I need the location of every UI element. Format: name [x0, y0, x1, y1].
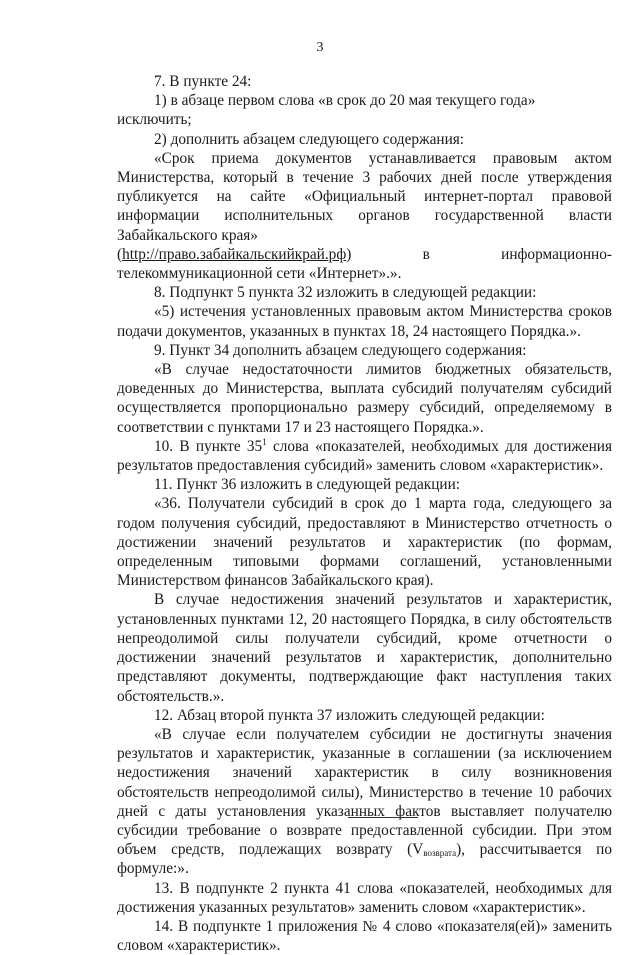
url-line [117, 245, 612, 264]
paragraph-quote-limits: «В случае недостаточности лимитов бюджетных обязательств, доведенных до Министерства, выплата субсидий получателям субсидий осуществляется пропорционально размеру субсидий, определяемому в соответствии с пунктами 17 и 23 настоящего Порядка.». [117, 361, 612, 436]
paragraph-item-10: 10. В пункте $35^1$ слова «показателей, необходимых для достижения результатов предоставления субсидий» заменить словом «характеристик». [117, 436, 612, 475]
paragraph-subitem-1: 1) в абзаце первом слова «в срок до 20 мая текущего года» исключить; [117, 92, 536, 129]
closing-rule [348, 817, 418, 818]
url-line-mid: в [422, 245, 430, 263]
subscript: возврата [423, 848, 457, 859]
paragraph-item-11: 11. Пункт 36 изложить в следующей редакции: [154, 476, 461, 494]
superscript: 1 [262, 436, 267, 447]
url-line-right: информационно- [501, 245, 612, 263]
paragraph-quote-refund: «В случае если получателем субсидии не достигнуты значения результатов и характеристик, указанные в соглашении (за исключением недостижения значений характеристик в силу возникновения обстоятельств непреодолимой силы), Министерство в течение 10 рабочих дней с даты установления указанных фактов выставляет получателю субсидии требование о возврате предоставленной субсидии. При этом объем средств, подлежащих возврату $(V_{возврата})$, рассчитывается по формуле:». [117, 725, 612, 878]
paragraph-force-majeure: В случае недостижения значений результатов и характеристик, установленных пунктами 12, 20 настоящего Порядка, в силу обстоятельств непреодолимой силы получатели субсидий, кроме отчетности о достижении значений результатов и характеристик, дополнительно представляют документы, подтверждающие факт наступления таких обстоятельств.». [117, 591, 612, 705]
page-number: 3 [316, 40, 324, 55]
paragraph-item-12: 12. Абзац второй пункта 37 изложить следующей редакции: [154, 706, 545, 724]
paragraph-item-9: 9. Пункт 34 дополнить абзацем следующего содержания: [154, 341, 527, 359]
paragraph-quote-36: «36. Получатели субсидий в срок до 1 марта года, следующего за годом получения субсидий, предоставляют в Министерство отчетность о достижении значений результатов и характеристик (по формам, определенным типовыми формами соглашений, установленными Министерством финансов Забайкальского края). [117, 495, 612, 590]
paragraph-item-13: 13. В подпункте 2 пункта 41 слова «показателей, необходимых для достижения указанных результатов» заменить словом «характеристик». [117, 879, 612, 916]
paragraph-item-8: 8. Подпункт 5 пункта 32 изложить в следующей редакции: [154, 284, 537, 302]
portal-link[interactable]: http://право.забайкальскийкрай.рф [122, 245, 347, 263]
paragraph-item-14: 14. В подпункте 1 приложения № 4 слово «показателя(ей)» заменить словом «характеристик». [117, 917, 612, 955]
paragraph-subitem-2: 2) дополнить абзацем следующего содержания: [154, 130, 465, 148]
url-group: (http://право.забайкальскийкрай.рф) [117, 245, 352, 263]
paragraph-quote-end: телекоммуникационной сети «Интернет».». [117, 265, 402, 283]
document-body [117, 72, 612, 955]
paragraph-quote-deadline: «Срок приема документов устанавливается правовым актом Министерства, который в течение 3 рабочих дней после утверждения публикуется на сайте «Официальный интернет-портал правовой информации исполнительных органов государственной власти Забайкальского края» [117, 149, 612, 244]
paragraph-item-7: 7. В пункте 24: [154, 73, 252, 90]
paragraph-quote-5: «5) истечения установленных правовым актом Министерства сроков подачи документов, указанных в пунктах 18, 24 настоящего Порядка.». [117, 303, 612, 340]
